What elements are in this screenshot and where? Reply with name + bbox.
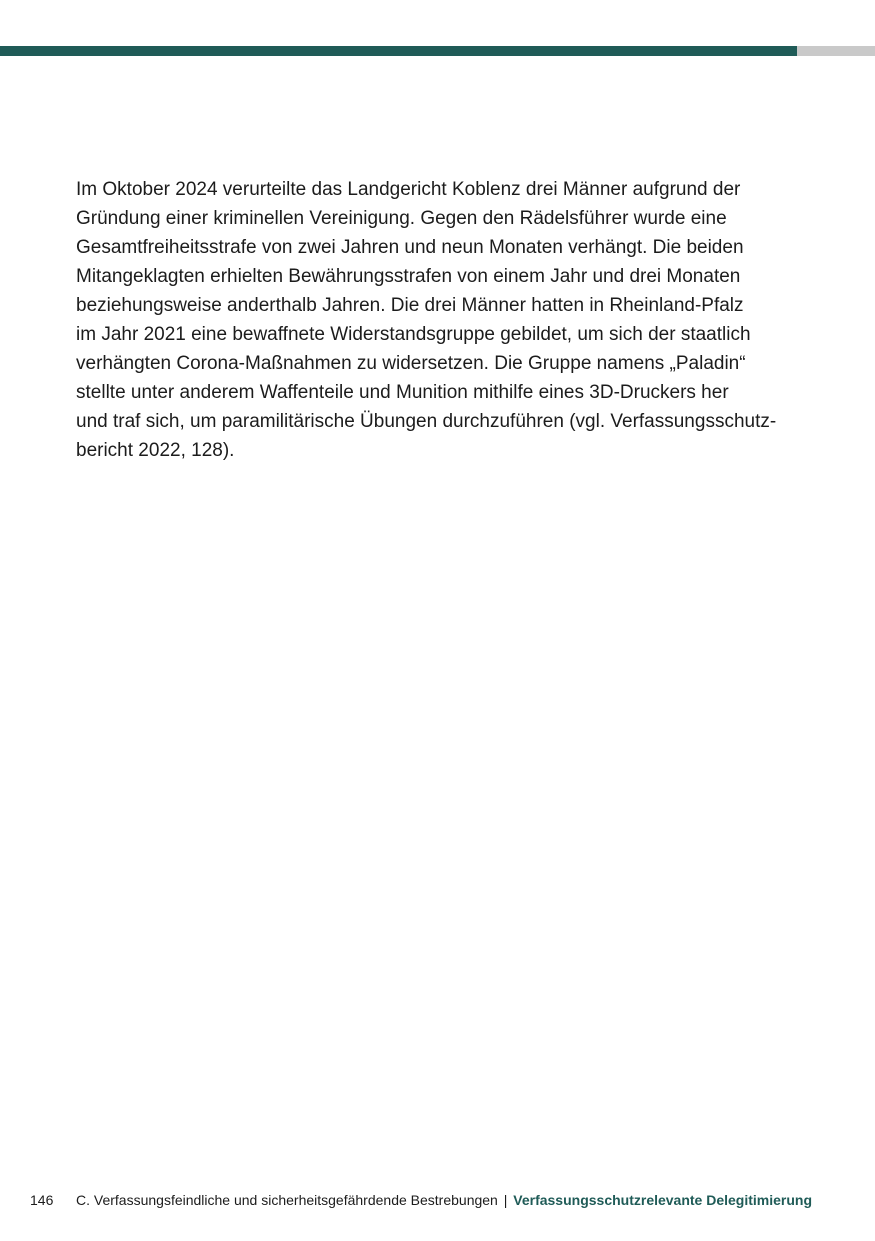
page-footer [30, 1190, 812, 1210]
header-accent-bar [0, 46, 797, 56]
paragraph-line: beziehungsweise anderthalb Jahren. Die drei Männer hatten in Rheinland-Pfalz [76, 295, 744, 316]
paragraph-line: Gründung einer kriminellen Vereinigung. Gegen den Rädelsführer wurde eine [76, 208, 727, 229]
paragraph-line: Im Oktober 2024 verurteilte das Landgericht Koblenz drei Männer aufgrund der [76, 179, 741, 200]
footer-chapter-title: Verfassungsschutzrelevante Delegitimierung [513, 1192, 813, 1208]
body-paragraph [76, 175, 800, 465]
paragraph-line: bericht 2022, 128). [76, 440, 235, 461]
paragraph-line: im Jahr 2021 eine bewaffnete Widerstandsgruppe gebildet, um sich der staatlich [76, 324, 751, 345]
paragraph-line: verhängten Corona-Maßnahmen zu widersetzen. Die Gruppe namens „Paladin“ [76, 353, 746, 374]
page-number: 146 [30, 1192, 54, 1208]
paragraph-line: und traf sich, um paramilitärische Übungen durchzuführen (vgl. Verfassungsschutz- [76, 411, 777, 432]
paragraph-line: Gesamtfreiheitsstrafe von zwei Jahren und neun Monaten verhängt. Die beiden [76, 237, 744, 258]
footer-separator: | [503, 1192, 508, 1208]
paragraph-line: Mitangeklagten erhielten Bewährungsstrafen von einem Jahr und drei Monaten [76, 266, 741, 287]
footer-section-title: C. Verfassungsfeindliche und sicherheitsgefährdende Bestrebungen [76, 1192, 498, 1208]
paragraph-line: stellte unter anderem Waffenteile und Munition mithilfe eines 3D-Druckers her [76, 382, 729, 403]
header-grey-bar [797, 46, 875, 56]
